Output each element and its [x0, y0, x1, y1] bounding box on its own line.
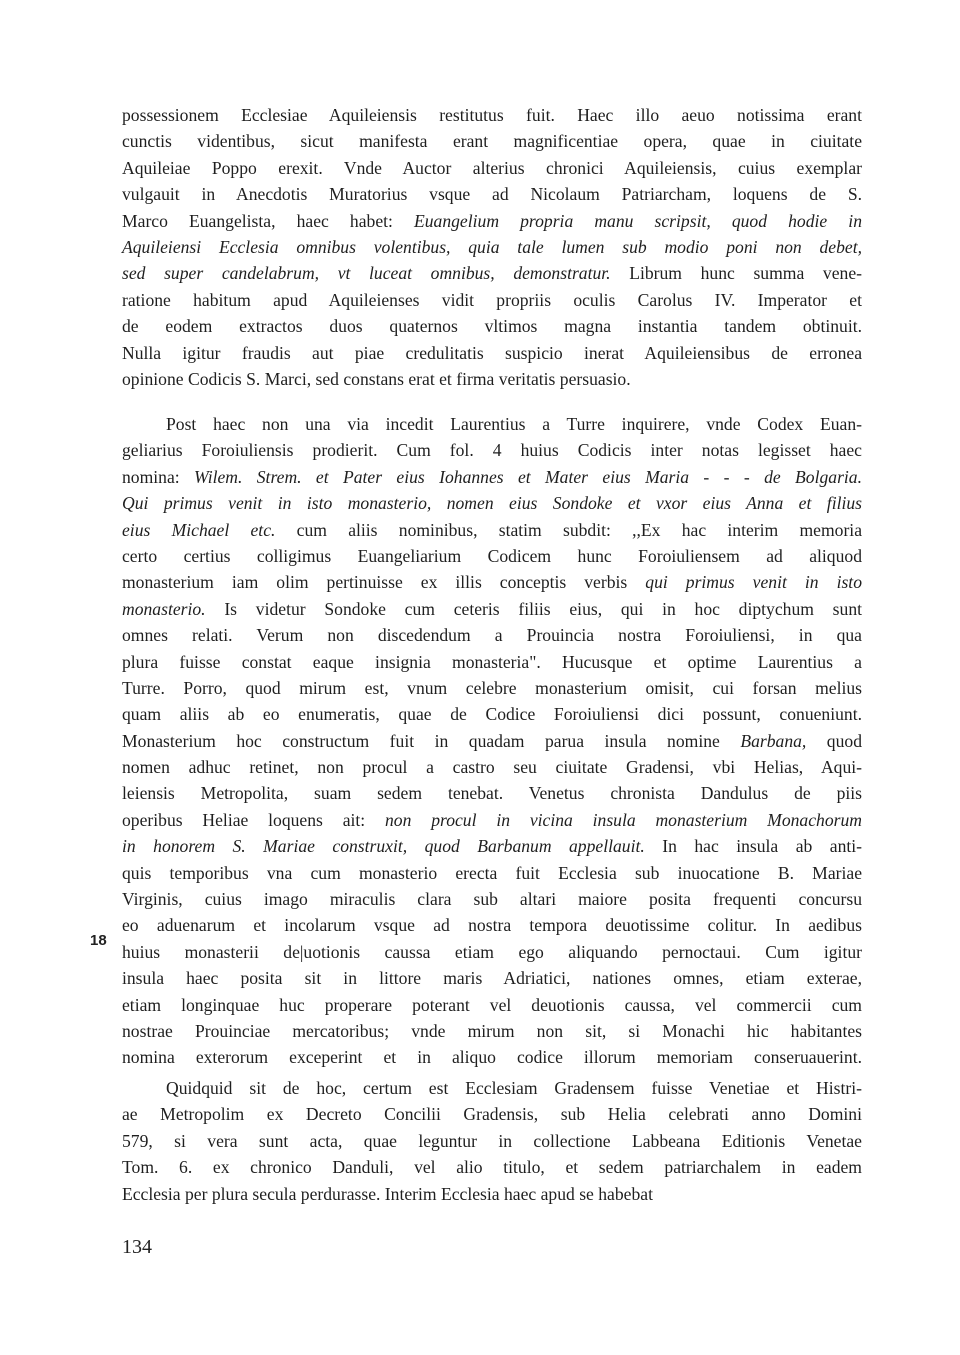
italic-text: in honorem S. Mariae construxit, quod Barbanum appellauit.	[122, 836, 645, 857]
paragraph-2	[122, 411, 862, 1071]
text-line	[122, 181, 862, 207]
text-run: opinione Codicis S. Marci, sed constans erat et firma veritatis persuasio.	[122, 368, 631, 389]
text-run: nostrae Prouinciae mercatoribus; vnde mirum non sit, si Monachi hic habitantes	[122, 1020, 862, 1041]
text-run: operibus Heliae loquens ait:	[122, 809, 385, 830]
text-line	[122, 128, 862, 154]
text-line	[122, 1075, 862, 1101]
text-run: ratione habitum apud Aquileienses vidit propriis oculis Carolus IV. Imperator et	[122, 289, 862, 310]
text-line	[122, 860, 862, 886]
text-line	[122, 287, 862, 313]
text-line	[122, 1101, 862, 1127]
page-number: 134	[122, 1236, 152, 1258]
text-line	[122, 675, 862, 701]
text-line	[122, 411, 862, 437]
text-run: quod	[806, 730, 862, 751]
text-run: nomina:	[122, 466, 195, 487]
text-line	[122, 754, 862, 780]
text-run: insula haec posita sit in littore maris Adriatici, nationes omnes, etiam exterae,	[122, 968, 862, 989]
paragraph-1	[122, 102, 862, 392]
text-line	[122, 437, 862, 463]
text-line	[122, 340, 862, 366]
text-line	[122, 912, 862, 938]
text-line	[122, 992, 862, 1018]
text-run: Is videtur Sondoke cum ceteris filiis eius, qui in hoc diptychum sunt	[205, 598, 862, 619]
text-line	[122, 728, 862, 754]
text-line	[122, 1128, 862, 1154]
text-line	[122, 701, 862, 727]
text-run: leiensis Metropolita, suam sedem tenebat. Venetus chronista Dandulus de piis	[122, 783, 862, 804]
italic-text: Euangelium propria manu scripsit, quod hodie in	[414, 210, 862, 231]
italic-text: Barbana,	[740, 730, 807, 751]
italic-text: monasterio.	[122, 598, 206, 619]
text-line	[122, 886, 862, 912]
text-run: Ecclesia per plura secula perdurasse. Interim Ecclesia haec apud se habebat	[122, 1183, 653, 1204]
text-run: cunctis videntibus, sicut manifesta erant magnificentiae opera, quae in ciuitate	[122, 131, 862, 152]
text-line	[122, 939, 862, 965]
text-run: Nulla igitur fraudis aut piae credulitatis suspicio inerat Aquileiensibus de erronea	[122, 342, 862, 363]
italic-text: non procul in vicina insula monasterium Monachorum	[385, 809, 862, 830]
text-run: quis temporibus vna cum monasterio erecta fuit Ecclesia sub inuocatione B. Mariae	[122, 862, 862, 883]
text-line	[122, 517, 862, 543]
italic-text: eius Michael etc.	[122, 519, 276, 540]
text-line	[122, 102, 862, 128]
text-line	[122, 569, 862, 595]
text-run: huius monasterii de|uotionis caussa etiam ego aliquando pernoctaui. Cum igitur	[122, 941, 862, 962]
italic-text: qui primus venit in isto	[645, 572, 862, 593]
text-line	[122, 313, 862, 339]
text-run: Aquileiae Poppo erexit. Vnde Auctor alterius chronici Aquileiensis, cuius exemplar	[122, 157, 862, 178]
text-run: possessionem Ecclesiae Aquileiensis restitutus fuit. Haec illo aeuo notissima erant	[122, 105, 862, 125]
text-line	[122, 464, 862, 490]
text-line	[122, 965, 862, 991]
text-run: Librum hunc summa vene-	[610, 263, 862, 284]
text-run: Monasterium hoc constructum fuit in quadam parua insula nomine	[122, 730, 741, 751]
text-line	[122, 649, 862, 675]
text-run: nomen adhuc retinet, non procul a castro seu ciuitate Gradensi, vbi Helias, Aqui-	[122, 757, 862, 778]
text-line	[122, 1018, 862, 1044]
text-line	[122, 833, 862, 859]
text-line	[122, 260, 862, 286]
text-line	[122, 208, 862, 234]
text-line	[122, 622, 862, 648]
text-line	[122, 155, 862, 181]
text-run: Virginis, cuius imago miraculis clara sub altari maiore posita frequenti concursu	[122, 889, 862, 910]
text-run: certo certius colligimus Euangeliarium Codicem hunc Foroiuliensem ad aliquod	[122, 545, 862, 566]
text-run: cum aliis nominibus, statim subdit: ,,Ex hac interim memoria	[275, 519, 862, 540]
text-line	[122, 1154, 862, 1180]
text-line	[122, 596, 862, 622]
text-line	[122, 780, 862, 806]
text-run: Marco Euangelista, haec habet:	[122, 210, 414, 231]
text-run: In hac insula ab anti-	[644, 836, 863, 857]
text-line	[122, 1044, 862, 1070]
text-line	[122, 543, 862, 569]
italic-text: Wilem. Strem. et Pater eius Iohannes et Mater eius Maria - - - de Bolgaria.	[194, 466, 863, 487]
text-run: Quidquid sit de hoc, certum est Ecclesiam Gradensem fuisse Venetiae et Histri-	[166, 1078, 862, 1098]
text-run: monasterium iam olim pertinuisse ex illis conceptis verbis	[122, 572, 646, 593]
italic-text: Aquileiensi Ecclesia omnibus volentibus, quia tale lumen sub modio poni non debet,	[122, 236, 862, 257]
text-run: etiam longinquae huc properare poterant vel deuotionis caussa, vel commercii cum	[122, 994, 862, 1015]
margin-line-number: 18	[90, 932, 107, 949]
text-run: geliarius Foroiuliensis prodierit. Cum fol. 4 huius Codicis inter notas legisset haec	[122, 440, 862, 461]
text-run: vulgauit in Anecdotis Muratorius vsque ad Nicolaum Patriarcham, loquens de S.	[122, 184, 862, 205]
text-run: quam aliis ab eo enumeratis, quae de Codice Foroiuliensi dici possunt, conueniunt.	[122, 704, 862, 725]
text-line	[122, 807, 862, 833]
text-line	[122, 490, 862, 516]
text-run: Turre. Porro, quod mirum est, vnum celebre monasterium omisit, cui forsan melius	[122, 677, 862, 698]
text-line	[122, 366, 862, 392]
text-run: de eodem extractos duos quaternos vltimos magna instantia tandem obtinuit.	[122, 316, 862, 337]
paragraph-3	[122, 1075, 862, 1207]
italic-text: Qui primus venit in isto monasterio, nomen eius Sondoke et vxor eius Anna et filius	[122, 493, 862, 514]
text-run: plura fuisse constat eaque insignia monasteria". Hucusque et optime Laurentius a	[122, 651, 862, 672]
text-run: nomina exterorum exceperint et in aliquo codice illorum memoriam conseruauerint.	[122, 1047, 862, 1068]
italic-text: sed super candelabrum, vt luceat omnibus, demonstratur.	[122, 263, 611, 284]
text-run: Post haec non una via incedit Laurentius a Turre inquirere, vnde Codex Euan-	[166, 414, 862, 434]
text-run: ae Metropolim ex Decreto Concilii Gradensis, sub Helia celebrati anno Domini	[122, 1104, 862, 1125]
text-run: omnes relati. Verum non discedendum a Prouincia nostra Foroiuliensi, in qua	[122, 625, 862, 646]
text-line	[122, 234, 862, 260]
text-line	[122, 1181, 862, 1207]
text-run: Tom. 6. ex chronico Danduli, vel alio titulo, et sedem patriarchalem in eadem	[122, 1157, 862, 1178]
text-run: eo aduenarum et incolarum vsque ad nostra tempora deuotissime colitur. In aedibus	[122, 915, 862, 936]
text-run: 579, si vera sunt acta, quae leguntur in collectione Labbeana Editionis Venetae	[122, 1130, 862, 1151]
